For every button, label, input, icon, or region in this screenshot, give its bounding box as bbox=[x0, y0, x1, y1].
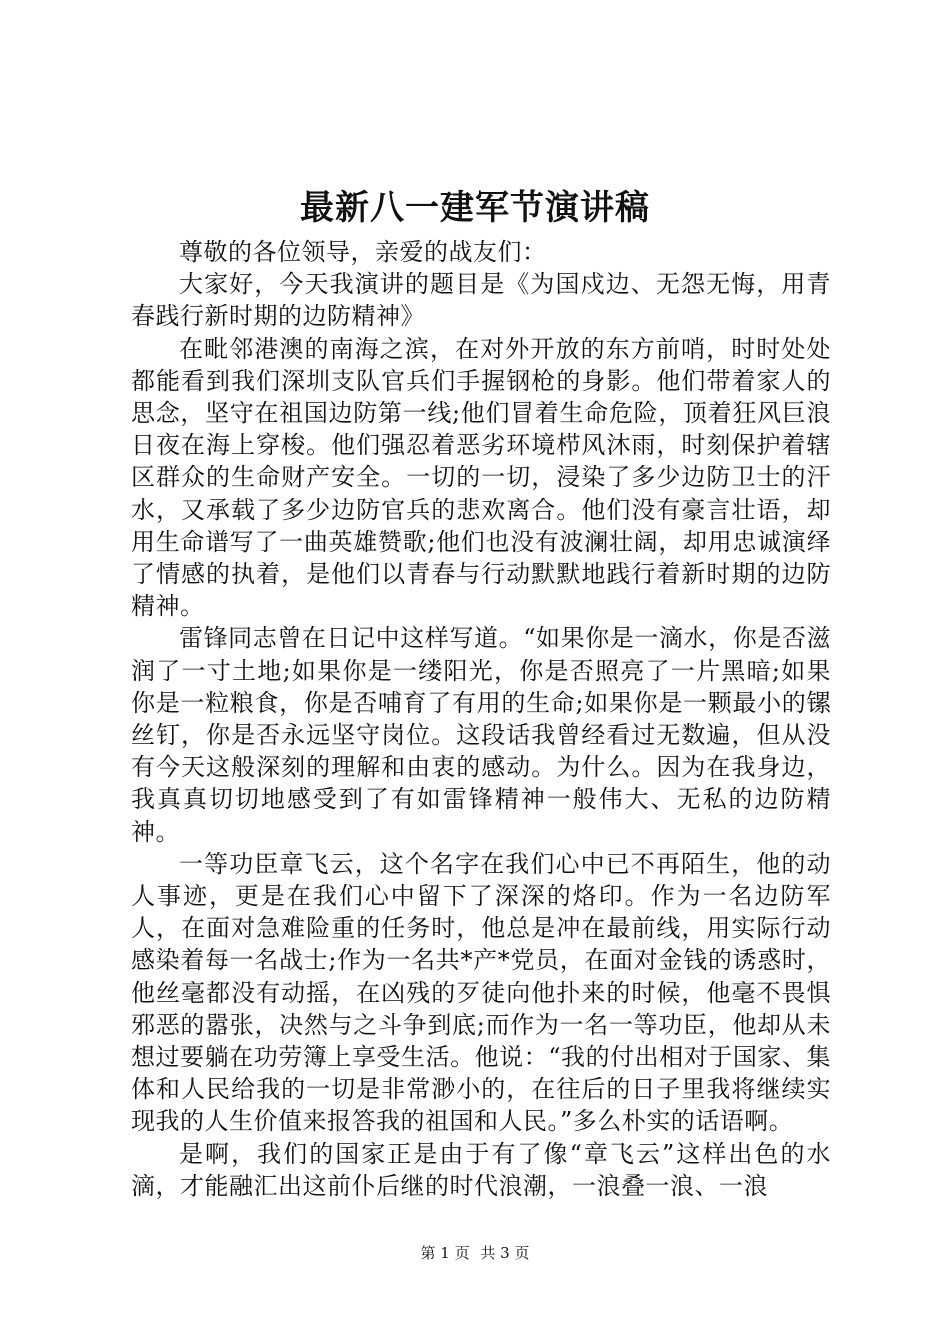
paragraph-lei-feng: 雷锋同志曾在日记中这样写道。“如果你是一滴水，你是否滋润了一寸土地;如果你是一缕阳光，你是否照亮了一片黑暗;如果你是一粒粮食，你是否哺育了有用的生命;如果你是一颗最小的镙丝钉，你是否永远坚守岗位。这段话我曾经看过无数遍，但从没有今天这般深刻的理解和由衷的感动。为什么。因为在我身边，我真真切切地感受到了有如雷锋精神一般伟大、无私的边防精神。 bbox=[131, 624, 831, 846]
paragraph-salutation: 尊敬的各位领导，亲爱的战友们： bbox=[179, 238, 547, 266]
paragraph-topic: 大家好，今天我演讲的题目是《为国戍边、无怨无悔，用青春践行新时期的边防精神》 bbox=[131, 270, 831, 331]
document-body bbox=[131, 236, 831, 1202]
page-footer bbox=[0, 1243, 950, 1263]
paragraph-zhang-feiyun: 一等功臣章飞云，这个名字在我们心中已不再陌生，他的动人事迹，更是在我们心中留下了深深的烙印。作为一名边防军人，在面对急难险重的任务时，他总是冲在最前线，用实际行动感染着每一名战士;作为一名共*产*党员，在面对金钱的诱惑时，他丝毫都没有动摇，在凶残的歹徒向他扑来的时候，他毫不畏惧邪恶的嚣张，决然与之斗争到底;而作为一名一等功臣，他却从未想过要躺在功劳簿上享受生活。他说：“我的付出相对于国家、集体和人民给我的一切是非常渺小的，在往后的日子里我将继续实现我的人生价值来报答我的祖国和人民。”多么朴实的话语啊。 bbox=[131, 849, 831, 1136]
document-title: 最新八一建军节演讲稿 bbox=[300, 188, 650, 228]
page-total: 共 3 页 bbox=[480, 1244, 530, 1262]
page-number: 第 1 页 bbox=[420, 1244, 470, 1262]
paragraph-border-guards: 在毗邻港澳的南海之滨，在对外开放的东方前哨，时时处处都能看到我们深圳支队官兵们手握钢枪的身影。他们带着家人的思念，坚守在祖国边防第一线;他们冒着生命危险，顶着狂风巨浪日夜在海上穿梭。他们强忍着恶劣环境栉风沐雨，时刻保护着辖区群众的生命财产安全。一切的一切，浸染了多少边防卫士的汗水，又承载了多少边防官兵的悲欢离合。他们没有豪言壮语，却用生命谱写了一曲英雄赞歌;他们也没有波澜壮阔，却用忠诚演绎了情感的执着，是他们以青春与行动默默地践行着新时期的边防精神。 bbox=[131, 334, 831, 621]
paragraph-conclusion: 是啊，我们的国家正是由于有了像“章飞云”这样出色的水滴，才能融汇出这前仆后继的时代浪潮，一浪叠一浪、一浪 bbox=[131, 1139, 831, 1200]
